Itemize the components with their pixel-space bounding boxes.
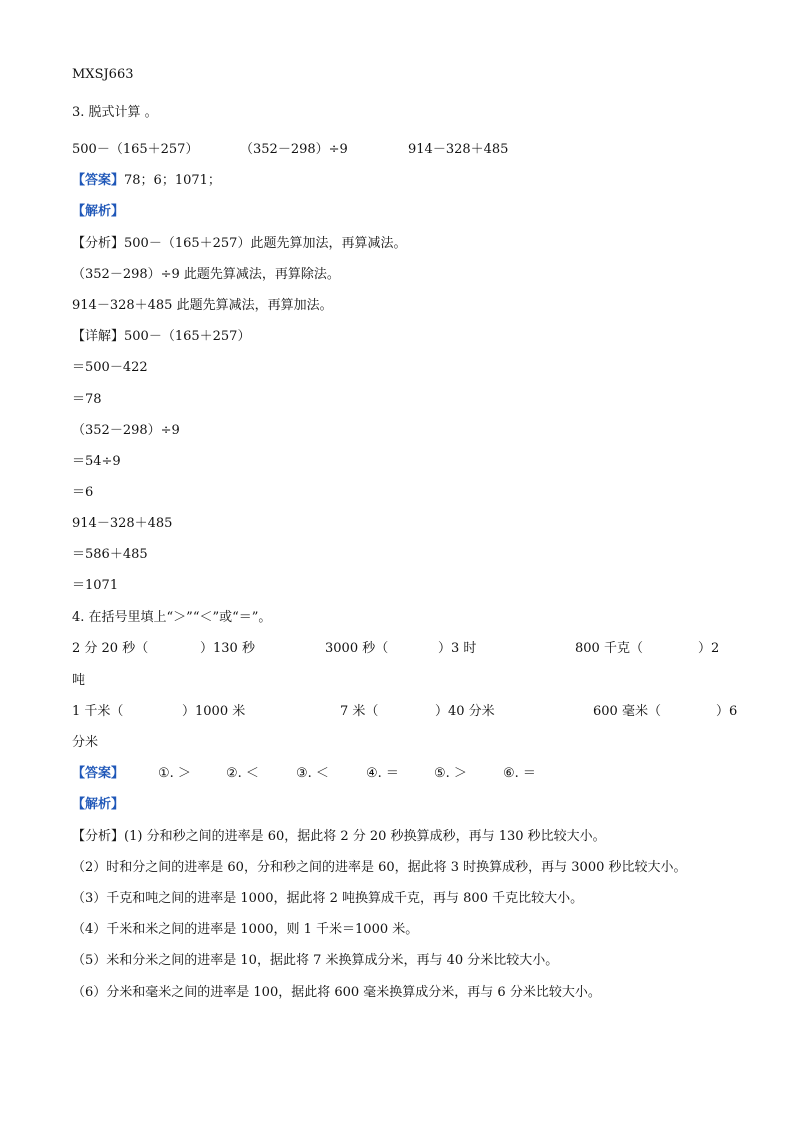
q3-answer-line bbox=[72, 172, 221, 190]
q4-item-6-right: ）6 bbox=[716, 704, 738, 719]
q4-answer-6: ⑥. ＝ bbox=[503, 766, 536, 781]
q4-item-6-left: 600 毫米（ bbox=[593, 704, 661, 719]
doc-code: MXSJ663 bbox=[72, 67, 134, 82]
q4-item-2-left: 3000 秒（ bbox=[325, 641, 389, 656]
q4-fenxi-line-6: （6）分米和毫米之间的进率是 100，据此将 600 毫米换算成分米，再与 6 分米比较大小。 bbox=[72, 985, 601, 1000]
jiexi-tag: 【解析】 bbox=[72, 204, 125, 219]
q4-row2-wrap: 分米 bbox=[72, 735, 99, 750]
q4-item-5-right: ）40 分米 bbox=[435, 704, 495, 719]
q4-fenxi-line-1 bbox=[72, 828, 606, 846]
q4-item-3-right: ）2 bbox=[698, 641, 720, 656]
q3-step: （352－298）÷9 bbox=[72, 423, 180, 438]
q3-step: ＝54÷9 bbox=[72, 454, 121, 469]
q3-step: ＝500－422 bbox=[72, 360, 148, 375]
q3-step: ＝586＋485 bbox=[72, 547, 148, 562]
fenxi-tag: 【分析】 bbox=[72, 236, 125, 251]
q4-answer-4: ④. ＝ bbox=[366, 766, 399, 781]
q3-fenxi-line-1 bbox=[72, 235, 406, 253]
fenxi-tag: 【分析】 bbox=[72, 829, 125, 844]
answer-tag: 【答案】 bbox=[72, 766, 125, 781]
q3-step: ＝6 bbox=[72, 485, 94, 500]
q4-answer-1: ①. ＞ bbox=[158, 766, 191, 781]
step-text: 500－（165＋257） bbox=[124, 329, 251, 344]
q4-answer-3: ③. ＜ bbox=[296, 766, 329, 781]
q4-answer-2: ②. ＜ bbox=[226, 766, 259, 781]
q3-step: ＝1071 bbox=[72, 578, 119, 593]
q3-fenxi-line-2: （352－298）÷9 此题先算减法，再算除法。 bbox=[72, 267, 340, 282]
q3-xiangjie-line bbox=[72, 328, 250, 346]
q4-item-4-left: 1 千米（ bbox=[72, 704, 124, 719]
question-3-heading: 3. 脱式计算 。 bbox=[72, 105, 158, 120]
q4-row1-wrap: 吨 bbox=[72, 673, 86, 688]
jiexi-tag: 【解析】 bbox=[72, 797, 125, 812]
q3-fenxi-line-3: 914－328＋485 此题先算减法，再算加法。 bbox=[72, 298, 333, 313]
answer-tag: 【答案】 bbox=[72, 173, 125, 188]
q4-item-2-right: ）3 时 bbox=[438, 641, 477, 656]
q4-item-3-left: 800 千克（ bbox=[575, 641, 643, 656]
q4-answer-5: ⑤. ＞ bbox=[434, 766, 467, 781]
q3-problem-1: 500－（165＋257） bbox=[72, 142, 199, 157]
question-4-heading: 4. 在括号里填上“＞”“＜”或“＝”。 bbox=[72, 610, 272, 625]
q4-item-4-right: ）1000 米 bbox=[182, 704, 246, 719]
q4-fenxi-line-2: （2）时和分之间的进率是 60，分和秒之间的进率是 60，据此将 3 时换算成秒，再与 3000 秒比较大小。 bbox=[72, 860, 687, 875]
q4-jiexi-tag bbox=[72, 796, 124, 814]
q4-item-5-left: 7 米（ bbox=[340, 704, 379, 719]
q4-fenxi-line-5: （5）米和分米之间的进率是 10，据此将 7 米换算成分米，再与 40 分米比较大小。 bbox=[72, 953, 559, 968]
q3-jiexi-tag bbox=[72, 203, 124, 221]
fenxi-text: 500－（165＋257）此题先算加法，再算减法。 bbox=[124, 236, 407, 251]
q4-item-1-right: ）130 秒 bbox=[200, 641, 255, 656]
q3-problem-2: （352－298）÷9 bbox=[240, 142, 348, 157]
q3-answer-text: 78；6；1071； bbox=[124, 173, 221, 188]
q4-fenxi-line-4: （4）千米和米之间的进率是 1000，则 1 千米＝1000 米。 bbox=[72, 922, 419, 937]
q3-problem-3: 914－328＋485 bbox=[408, 142, 509, 157]
q4-item-1-left: 2 分 20 秒（ bbox=[72, 641, 149, 656]
q3-step: 914－328＋485 bbox=[72, 516, 173, 531]
q3-step: ＝78 bbox=[72, 392, 102, 407]
xiangjie-tag: 【详解】 bbox=[72, 329, 125, 344]
q4-fenxi-line-3: （3）千克和吨之间的进率是 1000，据此将 2 吨换算成千克，再与 800 千克比较大小。 bbox=[72, 891, 584, 906]
fenxi-text: (1) 分和秒之间的进率是 60，据此将 2 分 20 秒换算成秒，再与 130 秒比较大小。 bbox=[124, 829, 606, 844]
